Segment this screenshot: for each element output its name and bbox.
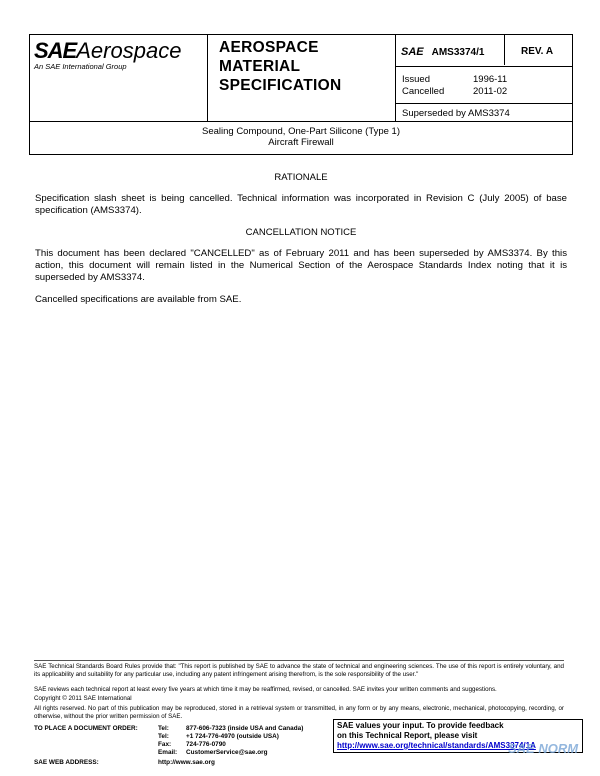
issued-value: 1996-11 xyxy=(473,74,508,85)
cancellation-heading: CANCELLATION NOTICE xyxy=(245,227,357,238)
cancelled-label: Cancelled xyxy=(402,86,445,97)
tel1-label: Tel: xyxy=(158,725,169,732)
watermark-logo: SAE NORM xyxy=(508,741,579,756)
email-label: Email: xyxy=(158,749,178,756)
tel2-label: Tel: xyxy=(158,733,169,740)
spec-title-line: MATERIAL xyxy=(219,58,301,75)
feedback-line: SAE values your input. To provide feedback xyxy=(337,721,504,730)
footer-rights: All rights reserved. No part of this publication may be reproduced, stored in a retrieval system or transmitted, in any form or by any means, electronic, mechanical, photocopying, recording, or otherwise, without the prior written permission of SAE. xyxy=(34,705,564,720)
footer-rule xyxy=(34,660,564,661)
doc-sae-logo: SAE xyxy=(401,46,424,58)
superseded-note: Superseded by AMS3374 xyxy=(402,108,510,119)
doc-subtitle: Aircraft Firewall xyxy=(268,137,334,148)
spec-title-line: SPECIFICATION xyxy=(219,77,342,94)
rationale-text: Specification slash sheet is being cancelled. Technical information was incorporated in Revision C (July 2005) of base specification (AMS3374). xyxy=(35,193,567,216)
rationale-heading: RATIONALE xyxy=(274,172,328,183)
title-box xyxy=(29,121,573,155)
feedback-line: on this Technical Report, please visit xyxy=(337,731,478,740)
fax-label: Fax: xyxy=(158,741,172,748)
spec-title-line: AEROSPACE xyxy=(219,39,319,56)
divider xyxy=(395,103,572,104)
doc-number: AMS3374/1 xyxy=(431,47,485,58)
feedback-link[interactable]: http://www.sae.org/technical/standards/AMS3374/1A xyxy=(337,741,536,750)
revision: REV. A xyxy=(521,46,554,57)
divider xyxy=(395,66,572,67)
availability-text: Cancelled specifications are available from SAE. xyxy=(35,294,242,305)
tel1-value: 877-606-7323 (inside USA and Canada) xyxy=(186,725,304,732)
web-link[interactable]: http://www.sae.org xyxy=(158,759,215,766)
footer-review: SAE reviews each technical report at least every five years at which time it may be reaffirmed, revised, or cancelled. SAE invites your written comments and suggestions. xyxy=(34,686,497,693)
footer-copyright: Copyright © 2011 SAE International xyxy=(34,695,132,702)
spec-title xyxy=(219,38,341,95)
email-value[interactable]: CustomerService@sae.org xyxy=(186,749,268,756)
web-label: SAE WEB ADDRESS: xyxy=(34,759,99,766)
tel2-value: +1 724-776-4970 (outside USA) xyxy=(186,733,279,740)
logo-aerospace-text: Aerospace xyxy=(76,38,182,63)
divider xyxy=(207,35,208,121)
logo-sae-text: SAE xyxy=(34,38,77,63)
logo-tagline: An SAE International Group xyxy=(34,62,127,71)
sae-aerospace-logo xyxy=(34,38,181,64)
fax-value: 724-776-0790 xyxy=(186,741,226,748)
issued-label: Issued xyxy=(402,74,430,85)
cancelled-value: 2011-02 xyxy=(473,86,508,97)
divider xyxy=(395,35,396,121)
order-label: TO PLACE A DOCUMENT ORDER: xyxy=(34,725,138,732)
doc-title: Sealing Compound, One-Part Silicone (Type 1) xyxy=(201,126,401,137)
footer-rules: SAE Technical Standards Board Rules provide that: "This report is published by SAE to advance the state of technical and engineering sciences. The use of this report is entirely voluntary, and its applicability and suitability for any particular use, including any patent infringement arising therefrom, is the sole responsibility of the user." xyxy=(34,663,564,678)
cancellation-text: This document has been declared "CANCELLED" as of February 2011 and has been superseded by AMS3374. By this action, this document will remain listed in the Numerical Section of the Aerospace Standards Index noting that it is superseded by AMS3374. xyxy=(35,248,567,283)
doc-number-row xyxy=(401,46,484,58)
divider xyxy=(504,35,505,65)
